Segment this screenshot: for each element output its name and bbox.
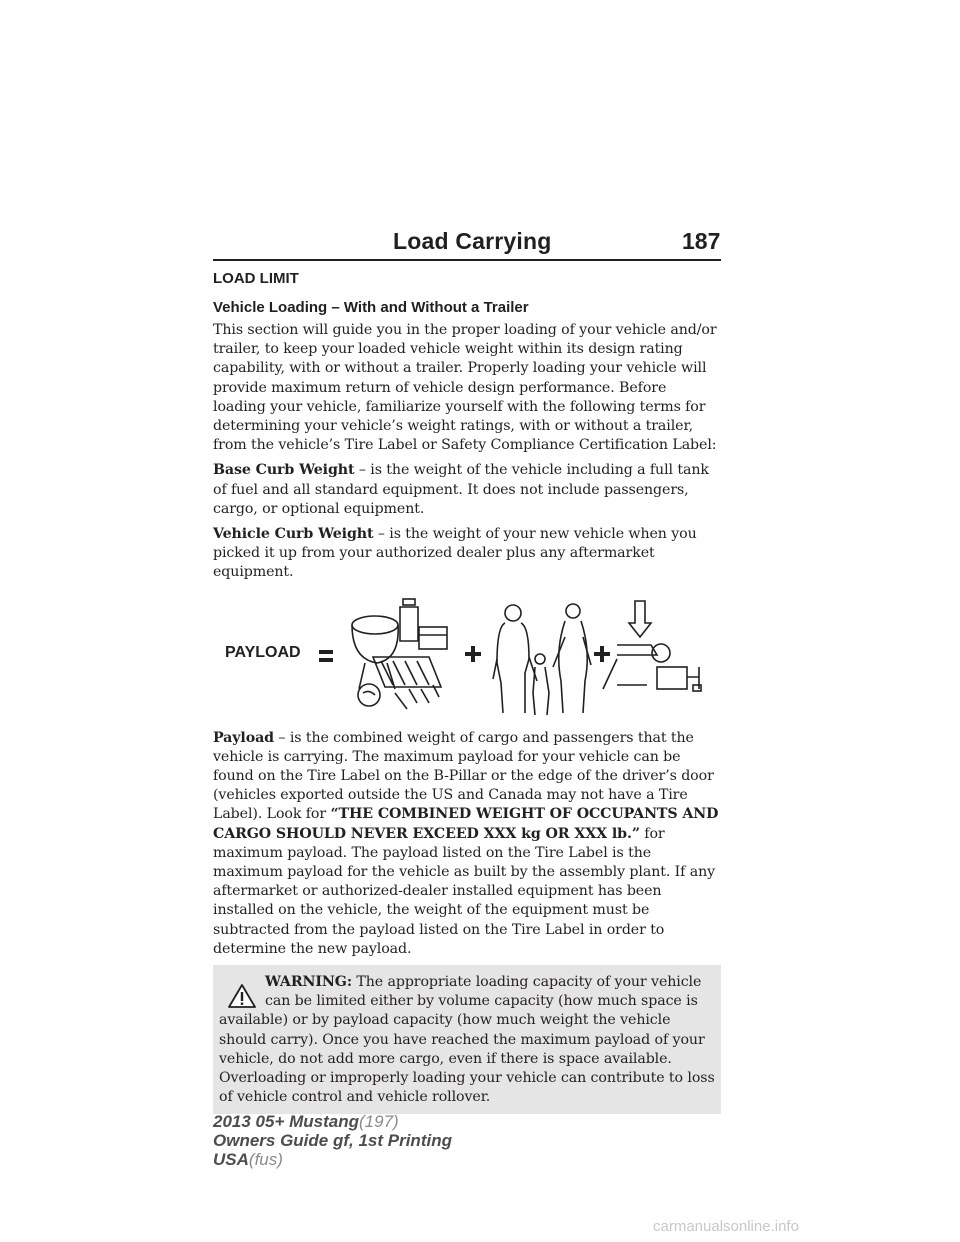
payload-term: Payload <box>213 729 274 746</box>
footer-region: USA <box>213 1150 249 1169</box>
plus-icon <box>465 646 481 662</box>
footer-print-info <box>213 1112 452 1169</box>
plus-icon <box>594 646 610 662</box>
base-curb-weight-paragraph <box>213 461 721 519</box>
footer-model: 2013 05+ Mustang <box>213 1112 359 1131</box>
footer-edition: Owners Guide gf, 1st Printing <box>213 1131 452 1150</box>
header-title: Load Carrying <box>393 228 552 254</box>
warning-triangle-icon <box>227 983 257 1009</box>
footer-region-code: (fus) <box>248 1150 283 1169</box>
vehicle-curb-weight-paragraph <box>213 525 721 583</box>
payload-text-1: – is the combined weight of cargo and passengers that the vehicle is carrying. The maximum payload for your vehicle can be found on the Tire Label on the B-Pillar or the edge of the driver’s door (vehicles exported outside the US and Canada may not have a Tire Label). Look for <box>213 729 714 823</box>
footer-page-ref: (197) <box>359 1112 399 1131</box>
payload-text-2: for maximum payload. The payload listed on the Tire Label is the maximum payload for the vehicle as built by the assembly plant. If any aftermarket or authorized-dealer installed equipment has been installed on the vehicle, the weight of the equipment must be subtracted from the payload listed on the Tire Label in order to determine the new payload. <box>213 825 716 957</box>
payload-illustration <box>213 597 721 717</box>
section-title: LOAD LIMIT <box>213 270 299 287</box>
warning-body: The appropriate loading capacity of your vehicle can be limited either by volume capacity (how much space is available) or by payload capacity (how much weight the vehicle should carry). Once you have reached the maximum payload of your vehicle, do not add more cargo, even if there is space available. Overloading or improperly loading your vehicle can contribute to loss of vehicle control and vehicle rollover. <box>219 974 715 1106</box>
intro-paragraph: This section will guide you in the proper loading of your vehicle and/or trailer, to keep your loaded vehicle weight within its design rating capability, with or without a trailer. Properly loading your vehicle will provide maximum return of vehicle design performance. Before loading your vehicle, familiarize yourself with the following terms for determining your vehicle’s weight ratings, with or without a trailer, from the vehicle’s Tire Label or Safety Compliance Certification Label: <box>213 322 717 454</box>
passengers-icon <box>493 604 591 715</box>
payload-paragraph <box>213 729 721 959</box>
payload-label: PAYLOAD <box>225 643 301 661</box>
subheading: Vehicle Loading – With and Without a Trailer <box>213 299 529 316</box>
vehicle-curb-term: Vehicle Curb Weight <box>213 526 374 543</box>
page-number: 187 <box>682 228 721 254</box>
warning-box <box>213 965 721 1113</box>
payload-diagram <box>213 597 721 717</box>
warning-label: WARNING: <box>265 974 352 991</box>
base-curb-term: Base Curb Weight <box>213 462 355 479</box>
trailer-hitch-icon <box>603 601 701 691</box>
header-rule <box>213 259 721 261</box>
cargo-icon <box>352 599 447 709</box>
payload-emphasis: “THE COMBINED WEIGHT OF OCCUPANTS AND CARGO SHOULD NEVER EXCEED XXX kg OR XXX lb.” <box>213 806 719 842</box>
base-curb-text: – is the weight of the vehicle including a full tank of fuel and all standard equipment. It does not include passengers, cargo, or optional equipment. <box>213 462 709 517</box>
page-content <box>213 268 721 1114</box>
watermark: carmanualsonline.info <box>653 1218 799 1235</box>
equals-icon <box>319 650 333 662</box>
warning-text <box>219 973 715 1107</box>
vehicle-curb-text: – is the weight of your new vehicle when you picked it up from your authorized dealer plus any aftermarket equipment. <box>213 526 697 581</box>
